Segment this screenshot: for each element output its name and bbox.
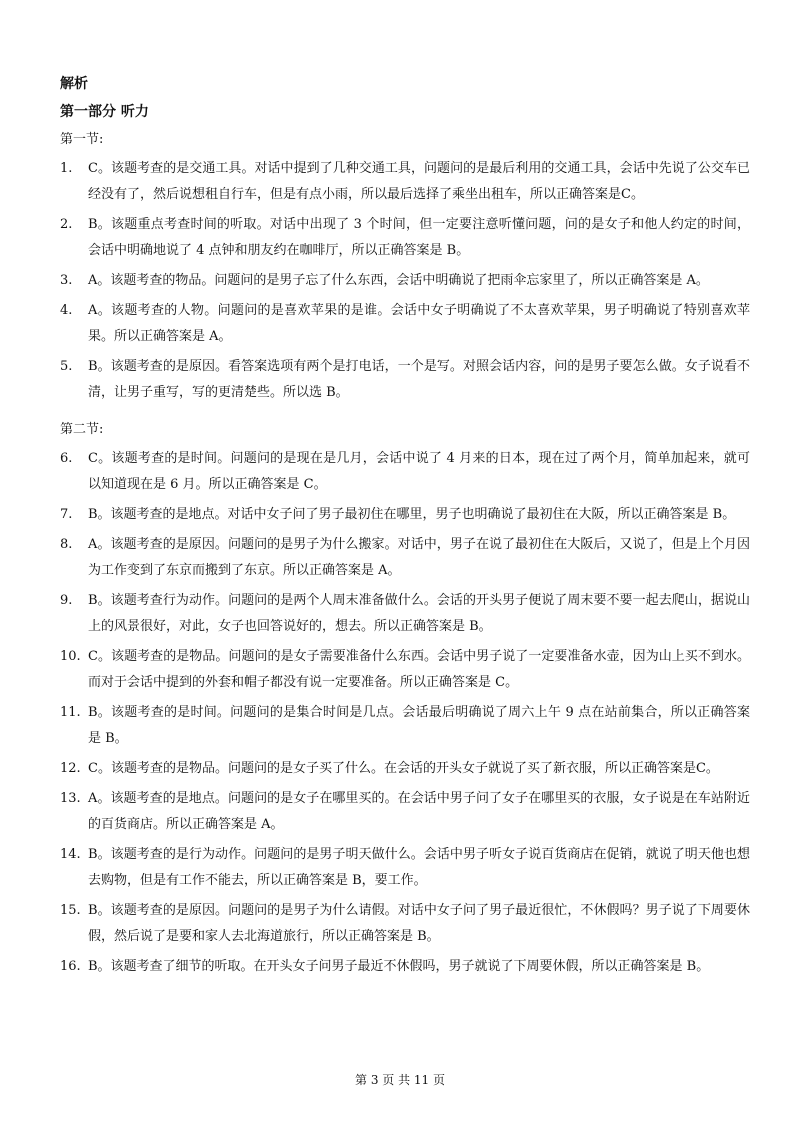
answer-explanation: C。该题考查的是交通工具。对话中提到了几种交通工具，问题问的是最后利用的交通工具，会话中先说了公交车已经没有了，然后说想租自行车，但是有点小雨，所以最后选择了乘坐出租车，所以正确答案是C。 bbox=[88, 161, 750, 202]
answer-item bbox=[60, 700, 750, 752]
answer-explanation: A。该题考查的是地点。问题问的是女子在哪里买的。在会话中男子问了女子在哪里买的衣服，女子说是在车站附近的百货商店。所以正确答案是 A。 bbox=[88, 791, 750, 832]
answer-number: 10. bbox=[60, 649, 81, 664]
answer-item bbox=[60, 898, 750, 950]
answer-number: 5. bbox=[60, 359, 73, 374]
part-title: 第一部分 听力 bbox=[60, 104, 149, 120]
answer-item bbox=[60, 842, 750, 894]
answer-number: 12. bbox=[60, 761, 81, 776]
answer-item bbox=[60, 756, 750, 782]
answer-explanation: B。该题考查的是原因。看答案选项有两个是打电话，一个是写。对照会话内容，问的是男子要怎么做。女子说看不清，让男子重写，写的更清楚些。所以选 B。 bbox=[88, 359, 750, 400]
answer-item bbox=[60, 786, 750, 838]
answer-item bbox=[60, 588, 750, 640]
answer-item bbox=[60, 268, 750, 294]
answer-explanation: B。该题考查的是时间。问题问的是集合时间是几点。会话最后明确说了周六上午 9 点在站前集合，所以正确答案是 B。 bbox=[88, 705, 750, 746]
section-1-list bbox=[60, 156, 750, 406]
answer-explanation: B。该题考查的是地点。对话中女子问了男子最初住在哪里，男子也明确说了最初住在大阪，所以正确答案是 B。 bbox=[88, 507, 736, 522]
answer-number: 16. bbox=[60, 959, 81, 974]
answer-number: 6. bbox=[60, 451, 73, 466]
answer-number: 11. bbox=[60, 705, 81, 720]
answer-explanation: B。该题考查的是原因。问题问的是男子为什么请假。对话中女子问了男子最近很忙，不休假吗？男子说了下周要休假，然后说了是要和家人去北海道旅行，所以正确答案是 B。 bbox=[88, 903, 750, 944]
answer-explanation: C。该题考查的是物品。问题问的是女子需要准备什么东西。会话中男子说了一定要准备水壶，因为山上买不到水。而对于会话中提到的外套和帽子都没有说一定要准备。所以正确答案是 C。 bbox=[88, 649, 750, 690]
answer-number: 4. bbox=[60, 303, 73, 318]
answer-number: 1. bbox=[60, 161, 73, 176]
page-content bbox=[60, 74, 750, 984]
answer-explanation: B。该题考查了细节的听取。在开头女子问男子最近不休假吗，男子就说了下周要休假，所以正确答案是 B。 bbox=[88, 959, 710, 974]
answer-explanation: B。该题重点考查时间的听取。对话中出现了 3 个时间，但一定要注意听懂问题，问的是女子和他人约定的时间，会话中明确地说了 4 点钟和朋友约在咖啡厅，所以正确答案是 B。 bbox=[88, 217, 750, 258]
answer-explanation: B。该题考查的是行为动作。问题问的是男子明天做什么。会话中男子听女子说百货商店在促销，就说了明天他也想去购物，但是有工作不能去，所以正确答案是 B，要工作。 bbox=[88, 847, 750, 888]
answer-explanation: A。该题考查的是原因。问题问的是男子为什么搬家。对话中，男子在说了最初住在大阪后，又说了，但是上个月因为工作变到了东京而搬到了东京。所以正确答案是 A。 bbox=[88, 537, 750, 578]
answer-item bbox=[60, 644, 750, 696]
answer-explanation: C。该题考查的是物品。问题问的是女子买了什么。在会话的开头女子就说了买了新衣服，所以正确答案是C。 bbox=[88, 761, 719, 776]
answer-item bbox=[60, 502, 750, 528]
page-footer: 第 3 页 共 11 页 bbox=[355, 1073, 445, 1087]
answer-explanation: C。该题考查的是时间。问题问的是现在是几月，会话中说了 4 月来的日本，现在过了两个月，简单加起来，就可以知道现在是 6 月。所以正确答案是 C。 bbox=[88, 451, 750, 492]
section-1-label: 第一节: bbox=[60, 132, 104, 147]
answer-number: 3. bbox=[60, 273, 73, 288]
page-heading: 解析 bbox=[60, 76, 88, 92]
answer-number: 7. bbox=[60, 507, 73, 522]
answer-item bbox=[60, 212, 750, 264]
answer-number: 14. bbox=[60, 847, 81, 862]
answer-explanation: B。该题考查行为动作。问题问的是两个人周末准备做什么。会话的开头男子便说了周末要不要一起去爬山，据说山上的风景很好，对此，女子也回答说好的，想去。所以正确答案是 B。 bbox=[88, 593, 750, 634]
answer-number: 9. bbox=[60, 593, 73, 608]
answer-item bbox=[60, 532, 750, 584]
answer-number: 2. bbox=[60, 217, 73, 232]
answer-explanation: A。该题考查的物品。问题问的是男子忘了什么东西，会话中明确说了把雨伞忘家里了，所以正确答案是 A。 bbox=[88, 273, 709, 288]
answer-number: 15. bbox=[60, 903, 81, 918]
section-2-list bbox=[60, 446, 750, 980]
answer-number: 13. bbox=[60, 791, 81, 806]
answer-item bbox=[60, 446, 750, 498]
answer-item bbox=[60, 954, 750, 980]
section-2-label: 第二节: bbox=[60, 422, 104, 437]
answer-item bbox=[60, 298, 750, 350]
answer-item bbox=[60, 156, 750, 208]
answer-number: 8. bbox=[60, 537, 73, 552]
answer-explanation: A。该题考查的人物。问题问的是喜欢苹果的是谁。会话中女子明确说了不太喜欢苹果，男子明确说了特别喜欢苹果。所以正确答案是 A。 bbox=[88, 303, 750, 344]
answer-item bbox=[60, 354, 750, 406]
